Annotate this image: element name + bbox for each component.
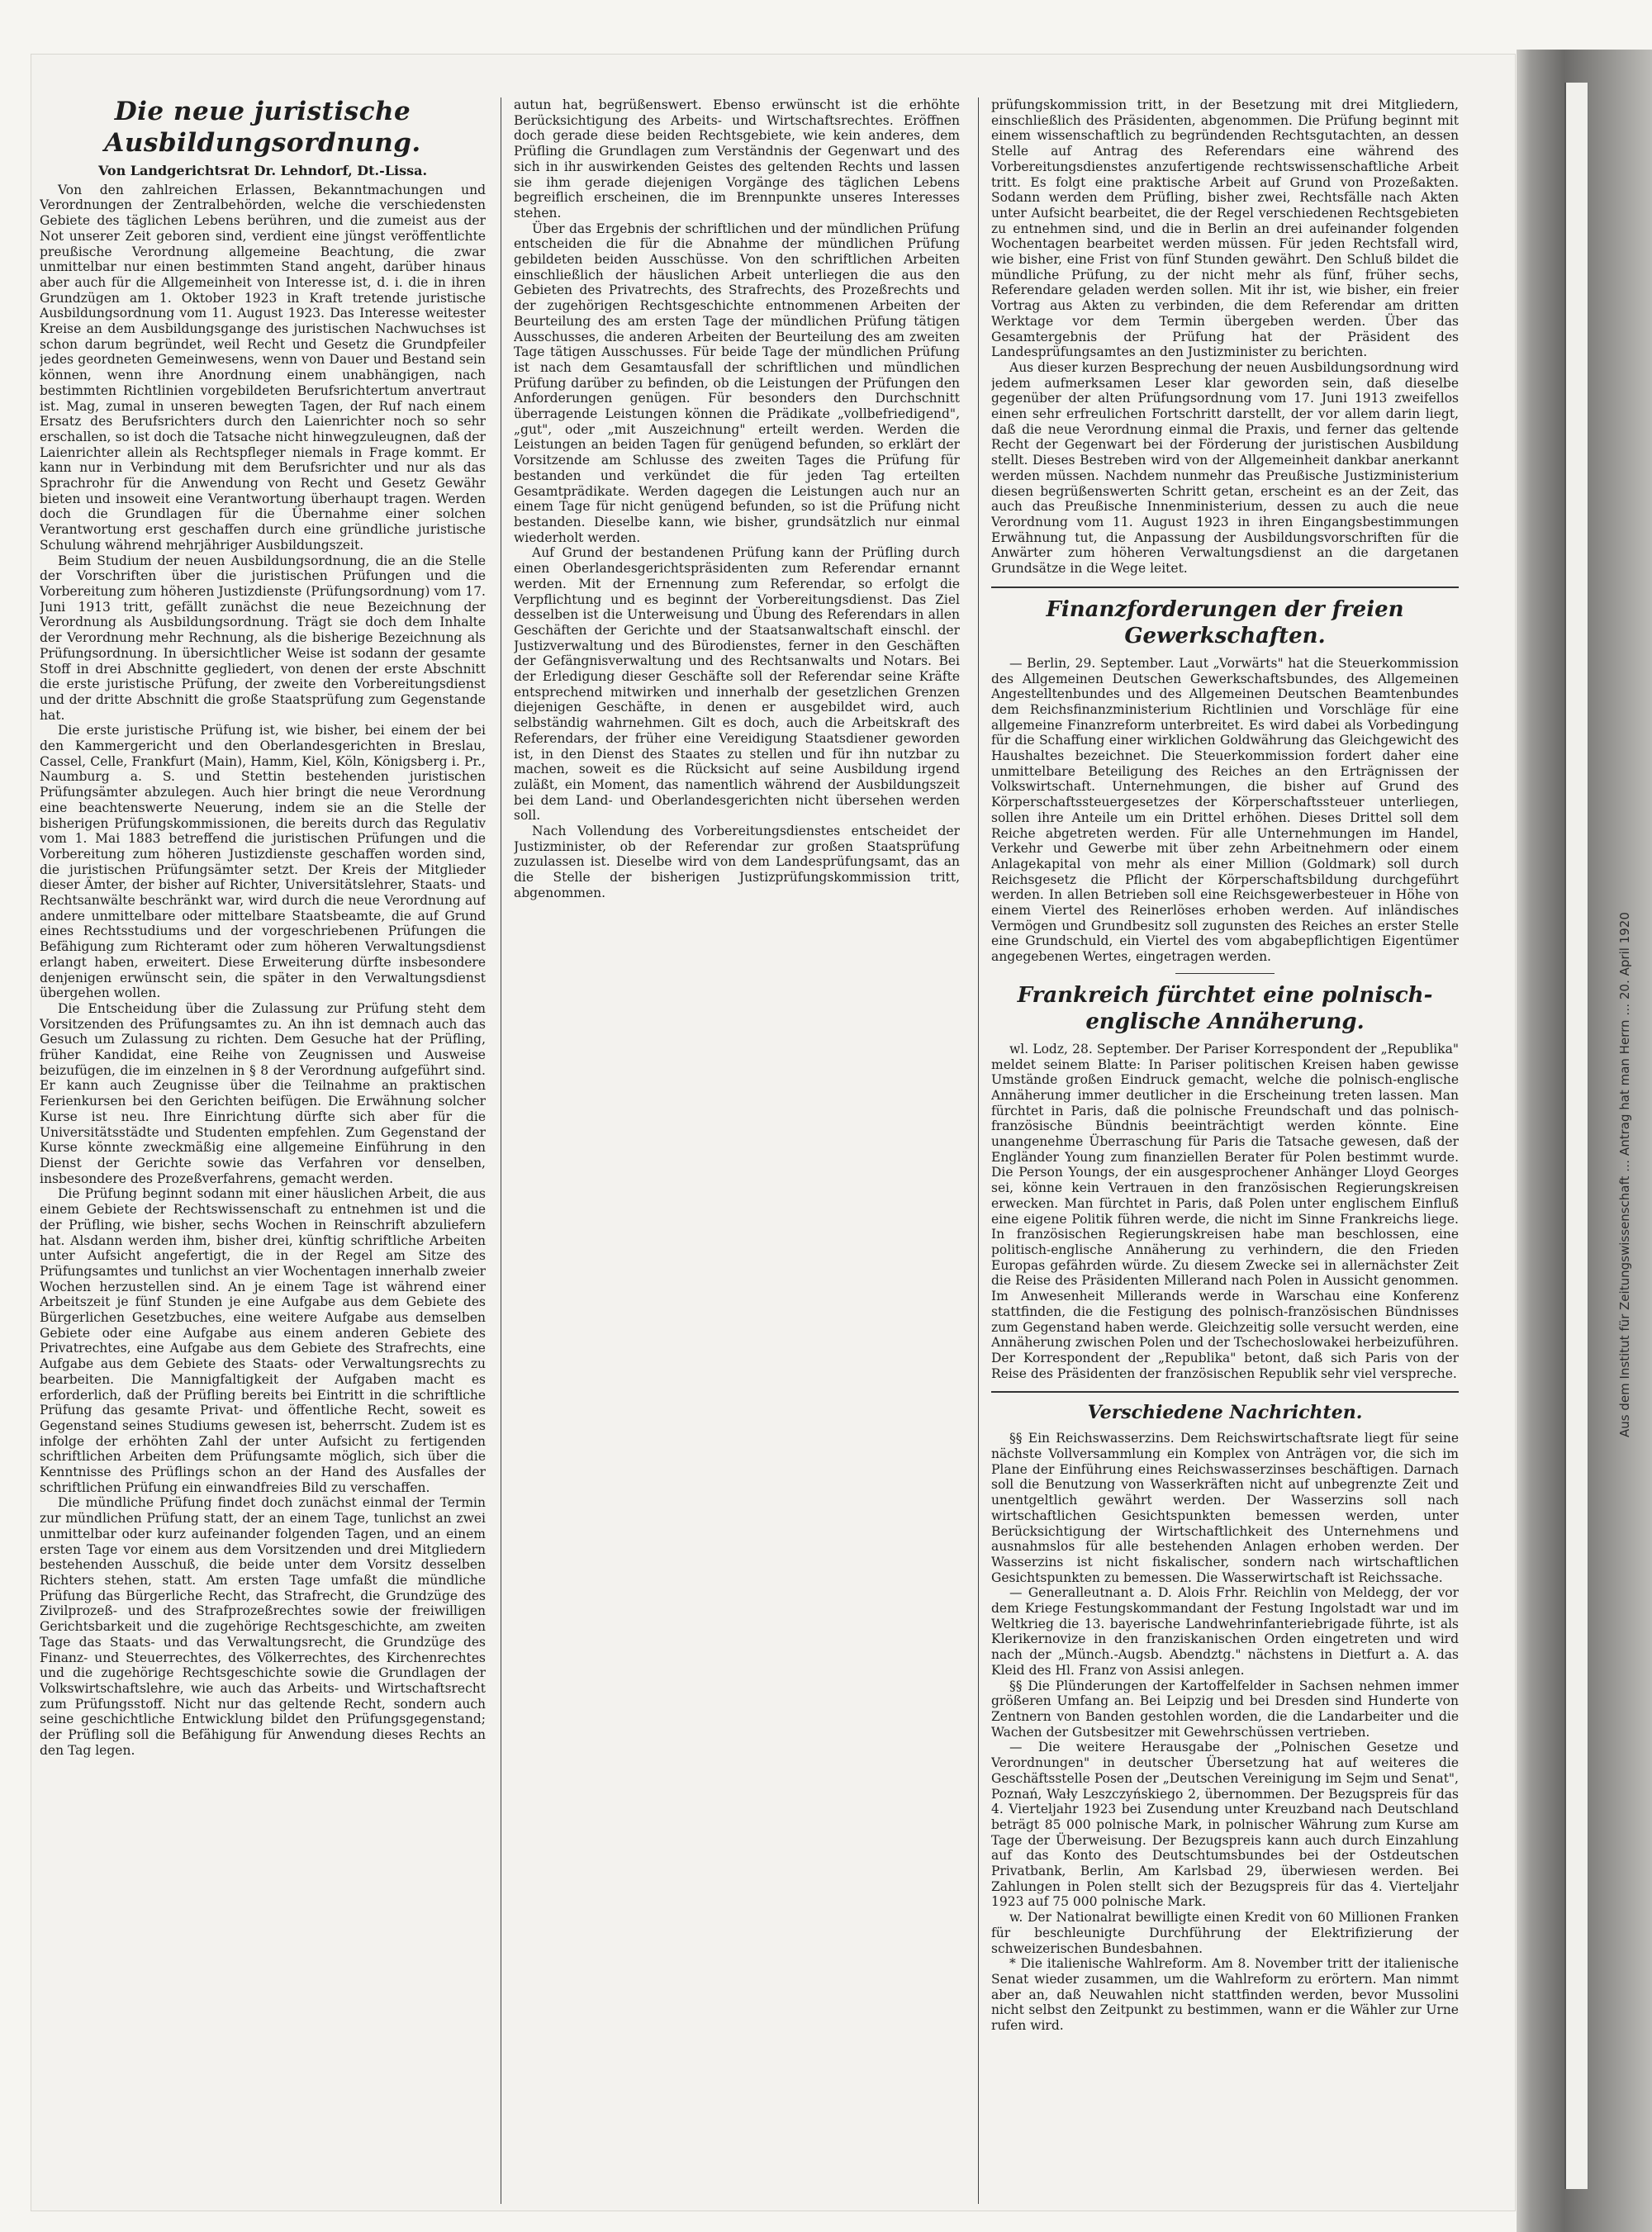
article-paragraph: Nach Vollendung des Vorbereitungsdienstes entscheidet der Justizminister, ob der Referendar zur großen Staatsprüfung zuzulassen ist. Dieselbe wird von dem Landesprüfungsamt, das an die Stelle der bisherigen Justizprüfungskommission tritt, abgenommen. [514, 824, 960, 900]
article-paragraph: Die Entscheidung über die Zulassung zur Prüfung steht dem Vorsitzenden des Prüfungsamtes zu. An ihn ist demnach auch das Gesuch um Zulassung zu richten. Dem Gesuche hat der Prüfling, früher Kandidat, eine Reihe von Zeugnissen und Ausweise beizufügen, die im einzelnen in § 8 der Verordnung aufgeführt sind. Er kann auch Zeugnisse über die Teilnahme an praktischen Ferienkursen bei den Gerichten beifügen. Die Erwähnung solcher Kurse ist neu. Ihre Einrichtung dürfte sich aber für die Universitätsstädte und Studenten empfehlen. Zum Gegenstand der Kurse könnte zweckmäßig eine allgemeine Einführung in den Dienst der Gerichte sowie das Verfahren vor denselben, insbesondere des Prozeßverfahrens, gemacht werden. [40, 1000, 486, 1186]
section-divider [991, 1391, 1459, 1393]
article-paragraph: wl. Lodz, 28. September. Der Pariser Korrespondent der „Republika" meldet seinem Blatte: In Pariser politischen Kreisen haben gewisse Umstände großen Eindruck gemacht, welche die polnisch-englische Annäherung immer deutlicher in die Erscheinung treten lassen. Man fürchtet in Paris, daß die polnische Freundschaft und das polnisch-französische Bündnis beeinträchtigt werden könnte. Eine unangenehme Überraschung für Paris die Tatsache gewesen, daß der Engländer Young zum finanziellen Berater für Polen bestimmt wurde. Die Person Youngs, der ein ausgesprochener Anhänger Lloyd Georges sei, könne kein Vertrauen in den französischen Regierungskreisen erwecken. Man fürchtet in Paris, daß Polen unter englischem Einfluß eine eigene Politik führen werde, die nicht im Sinne Frankreichs liege. In französischen Regierungskreisen habe man beschlossen, eine politisch-englische Annäherung zu verhindern, die den Frieden Europas gefährden würde. Zu diesem Zwecke sei in allernächster Zeit die Reise des Präsidenten Millerand nach Polen in Aussicht genommen. Im Anwesenheit Millerands werde in Warschau eine Konferenz stattfinden, die die Festigung des polnisch-französischen Bündnisses zum Gegenstand haben werde. Gleichzeitig solle versucht werden, eine Annäherung zwischen Polen und der Tschechoslowakei herbeizuführen. Der Korrespondent der „Republika" betont, daß sich Paris von der Reise des Präsidenten der französischen Republik sehr viel verspreche. [991, 1041, 1459, 1381]
article-paragraph: §§ Ein Reichswasserzins. Dem Reichswirtschaftsrate liegt für seine nächste Vollversammlung ein Komplex von Anträgen vor, die sich im Plane der Einführung eines Reichswasserzinses beschäftigen. Darnach soll die Benutzung von Wasserkräften nicht auf unbegrenzte Zeit und unentgeltlich gewährt werden. Der Wasserzins soll nach wirtschaftlichen Gesichtspunkten bemessen werden, unter Berücksichtigung der Wirtschaftlichkeit des Unternehmens und ausnahmslos für alle bestehenden Anlagen erhoben werden. Der Wasserzins ist nicht fiskalischer, sondern nach wirtschaftlichen Gesichtspunkten zu bemessen. Die Wasserwirtschaft ist Reichssache. [991, 1431, 1459, 1585]
article-paragraph: Über das Ergebnis der schriftlichen und der mündlichen Prüfung entscheiden die für die Abnahme der mündlichen Prüfung gebildeten beiden Ausschüsse. Von den schriftlichen Arbeiten einschließlich der häuslichen Arbeit unterliegen die aus den Gebieten des Privatrechts, des Strafrechts, des Prozeßrechts und der zugehörigen Rechtsgeschichte entnommenen Arbeiten der Beurteilung des am ersten Tage der mündlichen Prüfung tätigen Ausschusses, die anderen Arbeiten der Beurteilung des am zweiten Tage tätigen Ausschusses. Für beide Tage der mündlichen Prüfung ist nach dem Gesamtausfall der schriftlichen und mündlichen Prüfung darüber zu befinden, ob die Leistungen der Prüfungen den Anforderungen genügen. Für besonders den Durchschnitt überragende Leistungen können die Prädikate „vollbefriedigend", „gut", oder „mit Auszeichnung" erteilt werden. Werden die Leistungen an beiden Tagen für genügend befunden, so erklärt der Vorsitzende am Schlusse des zweiten Tages die Prüfung für bestanden und verkündet die für jeden Tag erteilten Gesamtprädikate. Werden dagegen die Leistungen auch nur an einem Tage für nicht genügend befunden, so ist die Prüfung nicht bestanden. Dieselbe kann, wie bisher, grundsätzlich nur einmal wiederholt werden. [514, 221, 960, 545]
column-1 [40, 91, 486, 2206]
article-paragraph: Von den zahlreichen Erlassen, Bekanntmachungen und Verordnungen der Zentralbehörden, welche die verschiedensten Gebiete des täglichen Lebens berühren, und die zumeist aus der Not unserer Zeit geboren sind, verdient eine jüngst veröffentlichte preußische Verordnung allgemeine Beachtung, die zwar unmittelbar nur einen bestimmten Stand angeht, darüber hinaus aber auch für die Allgemeinheit von Interesse ist, d. i. die in ihren Grundzügen am 1. Oktober 1923 in Kraft tretende juristische Ausbildungsordnung vom 11. August 1923. Das Interesse weitester Kreise an dem Ausbildungsgange des juristischen Nachwuchses ist schon darum begründet, weil Recht und Gesetz die Grundpfeiler jedes geordneten Gemeinwesens, wenn von Dauer und Bestand sein können, wenn ihre Anordnung einem unabhängigen, nach bestimmten Richtlinien vorgebildeten Berufsrichtertum anvertraut ist. Mag, zumal in unseren bewegten Tagen, der Ruf nach einem Ersatz des Berufsrichters durch den Laienrichter noch so sehr erschallen, so ist doch die Tatsache nicht hinwegzuleugnen, daß der Laienrichter allein als Rechtspfleger niemals in Frage kommt. Er kann nur in Verbindung mit dem Berufsrichter und nur als das Sprachrohr für die Anwendung von Recht und Gesetz Gewähr bieten und insoweit eine Verantwortung überhaupt tragen. Werden doch die Grundlagen für die Übernahme einer solchen Verantwortung erst geschaffen durch eine gründliche juristische Schulung während mehrjähriger Ausbildungszeit. [40, 182, 486, 553]
article-paragraph: w. Der Nationalrat bewilligte einen Kredit von 60 Millionen Franken für beschleunigte Durchführung der Elektrifizierung der schweizerischen Bundesbahnen. [991, 1910, 1459, 1956]
article-paragraph: autun hat, begrüßenswert. Ebenso erwünscht ist die erhöhte Berücksichtigung des Arbeits- und Wirtschaftsrechtes. Eröffnen doch gerade diese beiden Rechtsgebiete, wie kein anderes, dem Prüfling die Grundlagen zum Verständnis der Gegenwart und des sich in ihr auswirkenden Geistes des geltenden Rechts und lassen sie ihm gerade diejenigen Vorgänge des täglichen Lebens begreiflich erscheinen, die im Brennpunkte unseres Interesses stehen. [514, 97, 960, 221]
article-paragraph: prüfungskommission tritt, in der Besetzung mit drei Mitgliedern, einschließlich des Präsidenten, abgenommen. Die Prüfung beginnt mit einem wissenschaftlich zu begründenden Rechtsgutachten, an dessen Stelle auf Antrag des Referendars eine während des Vorbereitungsdienstes anzufertigende rechtswissenschaftliche Arbeit tritt. Es folgt eine praktische Arbeit auf Grund von Prozeßakten. Sodann werden dem Prüfling, bisher zwei, Rechtsfälle nach Akten unter Aufsicht bearbeitet, die der Regel verschiedenen Rechtsgebieten zu entnehmen sind, und die in Berlin an drei aufeinander folgenden Wochentagen bearbeitet werden müssen. Für jeden Rechtsfall wird, wie bisher, eine Frist von fünf Stunden gewährt. Den Schluß bildet die mündliche Prüfung, zu der nicht mehr als fünf, früher sechs, Referendare geladen werden sollen. Mit ihr ist, wie bisher, ein freier Vortrag aus Akten zu verbinden, die dem Referendar am dritten Werktage vor dem Termin übergeben werden. Über das Gesamtergebnis der Prüfung hat der Präsident des Landesprüfungsamtes an den Justizminister zu berichten. [991, 97, 1459, 360]
article-paragraph: Aus dieser kurzen Besprechung der neuen Ausbildungsordnung wird jedem aufmerksamen Leser klar geworden sein, daß dieselbe gegenüber der alten Prüfungsordnung vom 17. Juni 1913 zweifellos einen sehr erfreulichen Fortschritt darstellt, der vor allem darin liegt, daß die neue Verordnung einmal die Praxis, und ferner das geltende Recht der Gegenwart bei der Förderung der juristischen Ausbildung stellt. Dieses Bestreben wird von der Allgemeinheit dankbar anerkannt werden müssen. Nachdem nunmehr das Preußische Justizministerium diesen begrüßenswerten Schritt getan, erscheint es an der Zeit, das auch das Preußische Innenministerium, dessen zu auch die neue Verordnung vom 11. August 1923 in ihren Eingangsbestimmungen Erwähnung tut, die Anpassung der Ausbildungsvorschriften für die Anwärter zum höheren Verwaltungsdienst an die dargetanen Grundsätze in die Wege leitet. [991, 359, 1459, 577]
article-paragraph: §§ Die Plünderungen der Kartoffelfelder in Sachsen nehmen immer größeren Umfang an. Bei Leipzig und bei Dresden sind Hunderte von Zentnern von Banden gestohlen worden, die die Landarbeiter und die Wachen der Gutsbesitzer mit Gewehrschüssen vertrieben. [991, 1678, 1459, 1740]
adjacent-page-edge [1564, 83, 1632, 2189]
section-divider [1175, 973, 1275, 974]
article-title: Die neue juristische Ausbildungsordnung. [104, 97, 421, 158]
column-rule-2 [978, 97, 979, 2204]
article-paragraph: Die erste juristische Prüfung ist, wie bisher, bei einem der bei den Kammergericht und den Oberlandesgerichten in Breslau, Cassel, Celle, Frankfurt (Main), Hamm, Kiel, Köln, Königsberg i. Pr., Naumburg a. S. und Stettin bestehenden juristischen Prüfungsämter abzulegen. Auch hier bringt die neue Verordnung eine beachtenswerte Neuerung, indem sie an die Stelle der bisherigen Prüfungskommissionen, die bereits durch das Regulativ vom 1. Mai 1883 betreffend die juristischen Prüfungen und die Vorbereitung zum höheren Justizdienste geschaffen worden sind, die juristischen Prüfungsämter setzt. Der Kreis der Mitglieder dieser Ämter, der bisher auf Richter, Universitätslehrer, Staats- und Rechtsanwälte beschränkt war, wird durch die neue Verordnung auf andere unmittelbare oder mittelbare Staatsbeamte, die auf Grund eines Rechtsstudiums und der vorgeschriebenen Prüfungen die Befähigung zum Richteramt oder zum höheren Verwaltungsdienst erlangt haben, erweitert. Diese Erweiterung dürfte insbesondere denjenigen erwünscht sein, die später in den Verwaltungsdienst übergehen wollen. [40, 723, 486, 1001]
book-binding [1517, 50, 1652, 2232]
article-paragraph: Auf Grund der bestandenen Prüfung kann der Prüfling durch einen Oberlandesgerichtspräsidenten zum Referendar ernannt werden. Mit der Ernennung zum Referendar, so erfolgt die Verpflichtung und es beginnt der Vorbereitungsdienst. Das Ziel desselben ist die Unterweisung und Übung des Referendars in allen Geschäften der Gerichte und der Staatsanwaltschaft einschl. der Justizverwaltung und des Bürodienstes, ferner in den Geschäften der Gefängnisverwaltung und des Rechtsanwalts und Notars. Bei der Erledigung dieser Geschäfte soll der Referendar seine Kräfte entsprechend mitwirken und innerhalb der gesetzlichen Grenzen diejenigen Geschäfte, in denen er ausgebildet wird, auch selbständig wahrnehmen. Gilt es doch, auch die Arbeitskraft des Referendars, der früher eine Vereidigung Staatsdiener geworden ist, in den Dienst des Staates zu stellen und für ihn nutzbar zu machen, soweit es die Rücksicht auf seine Ausbildung irgend zuläßt, ein Moment, das namentlich während der Ausbildungszeit bei dem Land- und Oberlandesgerichten nicht übersehen werden soll. [514, 545, 960, 824]
section-divider [991, 586, 1459, 588]
article-paragraph: Die mündliche Prüfung findet doch zunächst einmal der Termin zur mündlichen Prüfung statt, der an einem Tage, tunlichst an zwei unmittelbar oder kurz aufeinander folgenden Tagen, und an einem ersten Tage vor einem aus dem Vorsitzenden und drei Mitgliedern bestehenden Ausschuß, die beide unter dem Vorsitz desselben Richters stehen, statt. Am ersten Tage umfaßt die mündliche Prüfung das Bürgerliche Recht, das Strafrecht, die Grundzüge des Zivilprozeß- und des Strafprozeßrechtes sowie der freiwilligen Gerichtsbarkeit und die zugehörige Rechtsgeschichte, am zweiten Tage das Staats- und das Verwaltungsrecht, die Grundzüge des Finanz- und Steuerrechtes, des Völkerrechtes, des Kirchenrechtes und die zugehörige Rechtsgeschichte sowie die Grundlagen der Volkswirtschaftslehre, wie auch das Arbeits- und Wirtschaftsrecht zum Prüfungsstoff. Nicht nur das geltende Recht, sondern auch seine geschichtliche Entwicklung bildet den Prüfungsgegenstand; der Prüfling soll die Befähigung für Anwendung dieses Rechts an den Tag legen. [40, 1495, 486, 1758]
column-3 [991, 97, 1459, 2212]
article-paragraph: — Berlin, 29. September. Laut „Vorwärts" hat die Steuerkommission des Allgemeinen Deutschen Gewerkschaftsbundes, des Allgemeinen Angestelltenbundes und des Allgemeinen Deutschen Beamtenbundes dem Reichsfinanzministerium Richtlinien und Vorschläge für eine allgemeine Finanzreform unterbreitet. Es wird dabei als Vorbedingung für die Schaffung einer wirklichen Goldwährung das Gleichgewicht des Haushaltes bezeichnet. Die Steuerkommission fordert daher eine unmittelbare Beteiligung des Reiches an den Erträgnissen der Volkswirtschaft. Unternehmungen, die bisher auf Grund des Körperschaftssteuergesetzes der Körperschaftssteuer unterliegen, sollen ihre Anteile um ein Drittel erhöhen. Dieses Drittel soll dem Reiche abgetreten werden. Für alle Unternehmungen im Handel, Verkehr und Gewerbe mit über zehn Arbeitnehmern oder einem Anlagekapital von mehr als einer Million (Goldmark) soll durch Reichsgesetz die Pflicht der Körperschaftsbildung durchgeführt werden. In allen Betrieben soll eine Reichsgewerbesteuer in Höhe von einem Viertel des Reinerlöses erhoben werden. Auf inländisches Vermögen und Grundbesitz soll zugunsten des Reiches an erster Stelle eine Grundschuld, ein Viertel des vom abgabepflichtigen Eigentümer angegebenen Wertes, eingetragen werden. [991, 655, 1459, 965]
article-paragraph: Beim Studium der neuen Ausbildungsordnung, die an die Stelle der Vorschriften über die juristischen Prüfungen und die Vorbereitung zum höheren Justizdienste (Prüfungsordnung) vom 17. Juni 1913 tritt, gefällt zunächst die neue Bezeichnung der Verordnung als Ausbildungsordnung. Trägt sie doch dem Inhalte der Verordnung mehr Rechnung, als die bisherige Bezeichnung als Prüfungsordnung. In übersichtlicher Weise ist sodann der gesamte Stoff in drei Abschnitte gegliedert, von denen der erste Abschnitt die erste juristische Prüfung, der zweite den Vorbereitungsdienst und der dritte Abschnitt die große Staatsprüfung zum Gegenstande hat. [40, 553, 486, 723]
margin-note: Aus dem Institut für Zeitungswissenschaft … Antrag hat man Herrn … 20. April 1920 [1617, 912, 1632, 1437]
article-paragraph: Die Prüfung beginnt sodann mit einer häuslichen Arbeit, die aus einem Gebiete der Rechtswissenschaft zu entnehmen ist und die der Prüfling, wie bisher, sechs Wochen in Reinschrift abzuliefern hat. Alsdann werden ihm, bisher drei, künftig schriftliche Arbeiten unter Aufsicht angefertigt, die in der Regel am Sitze des Prüfungsamtes und tunlichst an vier Wochentagen innerhalb zweier Wochen herzustellen sind. An je einem Tage ist während einer Arbeitszeit je fünf Stunden je eine Aufgabe aus dem Gebiete des Bürgerlichen Gesetzbuches, eine weitere Aufgabe aus demselben Gebiete oder eine Aufgabe aus einem anderen Gebiete des Privatrechtes, eine Aufgabe aus dem Gebiete des Strafrechts, eine Aufgabe aus dem Gebiete des Staats- oder Verwaltungsrechts zu bearbeiten. Die Mannigfaltigkeit der Aufgaben macht es erforderlich, daß der Prüfling bereits bei Eintritt in die schriftliche Prüfung das gesamte Privat- und öffentliche Recht, soweit es Gegenstand seines Studiums gewesen ist, beherrscht. Zudem ist es infolge der erhöhten Zahl der unter Aufsicht zu fertigenden schriftlichen Arbeiten dem Prüfungsamte möglich, sich über die Kenntnisse des Prüflings schon an der Hand des Ausfalles der schriftlichen Prüfung ein einwandfreies Bild zu verschaffen. [40, 1186, 486, 1495]
article-title: Frankreich fürchtet eine polnisch-englische Annäherung. [1017, 982, 1433, 1034]
article-title: Finanzforderungen der freien Gewerkschaften. [1046, 596, 1404, 648]
article-paragraph: — Die weitere Herausgabe der „Polnischen Gesetze und Verordnungen" in deutscher Übersetzung hat auf weiteres die Geschäftsstelle Posen der „Deutschen Vereinigung im Sejm und Senat", Poznań, Wały Leszczyńskiego 2, übernommen. Der Bezugspreis für das 4. Vierteljahr 1923 bei Zusendung unter Kreuzband nach Deutschland beträgt 85 000 polnische Mark, in polnischer Währung zum Kurse am Tage der Überweisung. Der Bezugspreis kann auch durch Einzahlung auf das Konto des Deutschtumsbundes bei der Ostdeutschen Privatbank, Berlin, Am Karlsbad 29, überwiesen werden. Bei Zahlungen in Polen stellt sich der Bezugspreis für das 4. Vierteljahr 1923 auf 75 000 polnische Mark. [991, 1740, 1459, 1910]
article-paragraph: — Generalleutnant a. D. Alois Frhr. Reichlin von Meldegg, der vor dem Kriege Festungskommandant der Festung Ingolstadt war und im Weltkrieg die 13. bayerische Landwehrinfanteriebrigade führte, ist als Klerikernovize in den franziskanischen Orden eingetreten und wird nach der „Münch.-Augsb. Abendztg." nächstens in Dietfurt a. A. das Kleid des Hl. Franz von Assisi anlegen. [991, 1585, 1459, 1678]
article-byline: Von Landgerichtsrat Dr. Lehndorf, Dt.-Lissa. [97, 163, 428, 178]
article-title: Verschiedene Nachrichten. [1087, 1402, 1363, 1424]
article-paragraph: * Die italienische Wahlreform. Am 8. November tritt der italienische Senat wieder zusammen, um die Wahlreform zu erörtern. Man nimmt aber an, daß Neuwahlen nicht stattfinden werden, bevor Mussolini nicht selbst den Zeitpunkt zu bestimmen, wann er die Wähler zur Urne rufen wird. [991, 1956, 1459, 2034]
column-2 [514, 97, 960, 2212]
